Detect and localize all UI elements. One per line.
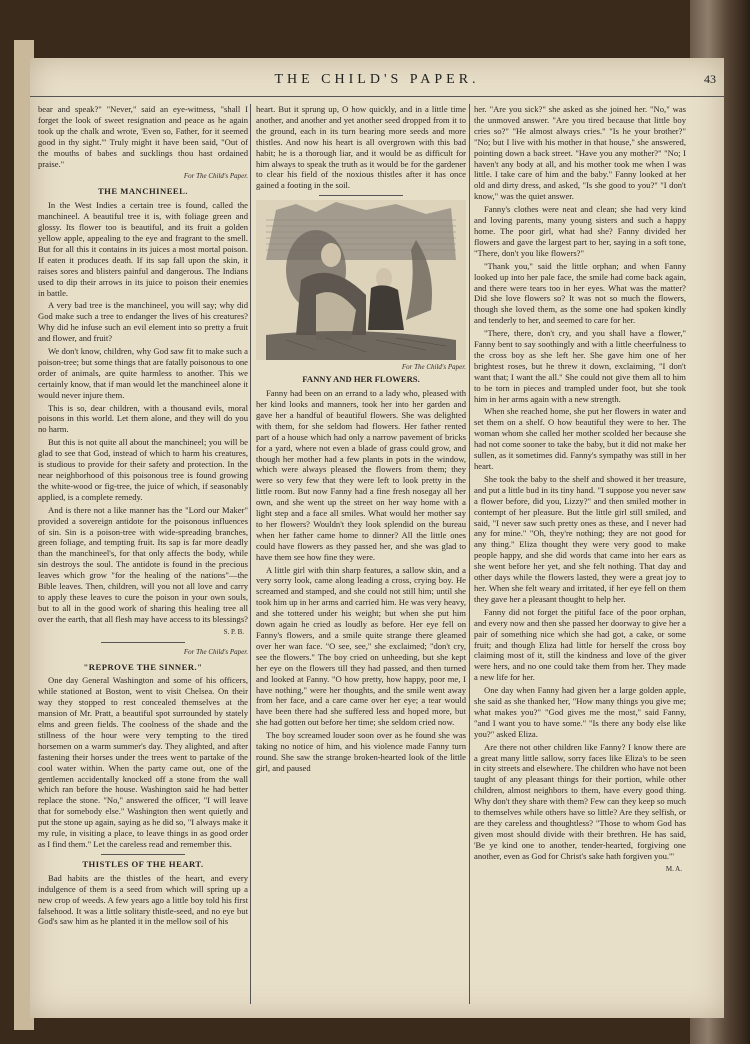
- column-rule: [250, 104, 251, 1004]
- paragraph: A little girl with thin sharp features, a sallow skin, and a very sorry look, came along leading a cross, crying boy. He screamed and stamped, and she could not still him; until she took him up in her arms and carried him. He was very heavy, and she tottered under his weight; but when she put him down again he cried as loudly as before. Her eye fell on Fanny's flowers, and a smile quite strange there gleamed over her wan face. "O see, see," she exclaimed; "don't cry, see the flowers." The boy cried on unheeding, but she kept her eye on the flowers till they had passed, and then turned and looked at Fanny. "O how pretty, how happy, poor me, I have nothing," were her thoughts, and the smile went away from her face, and a care came over her eye; a tear would have been there had she suffered less and hoped more, but she had gotten out before her time; she seldom cried now.: [256, 564, 466, 728]
- paragraph: "Thank you," said the little orphan; and when Fanny looked up into her pale face, the smile had come back again, and there were tears too in her eyes. What was the matter? Did she love flowers so? It was not so much the flowers, though she loved them, as the some one had spoken kindly and tenderly to her, and seemed to care for her.: [474, 260, 686, 326]
- article-credit: For The Child's Paper.: [183, 172, 248, 181]
- page-header: [30, 66, 724, 97]
- paragraph: This is so, dear children, with a thousand evils, moral poisons in this world. Let them alone, and they will do you no harm.: [38, 402, 248, 435]
- engraving-illustration: [256, 200, 466, 360]
- article-credit: For The Child's Paper.: [183, 647, 248, 656]
- divider: [319, 195, 403, 196]
- paragraph: "There, there, don't cry, and you shall have a flower," Fanny bent to say soothingly and with a little cheerfulness to the cross boy as she left her. She gave him one of her brightest roses, but he threw it down, exclaiming, "I don't want that; I want the all." She could not give them all to him to be torn in pieces and trampled under foot, but she took him in her arms again with a new strength.: [474, 328, 686, 404]
- paragraph: Fanny did not forget the pitiful face of the poor orphan, and every now and then she passed her doorway to give her a pair of something nice which she had got, a cake, or some fruit; and though Eliza had little for herself the cross boy claiming most of it, still the kindness and love of the giver were hers, and no one could take them from her. They made a new life for her.: [474, 606, 686, 683]
- book-page: [30, 58, 724, 1018]
- divider: [101, 854, 185, 855]
- paragraph: One day when Fanny had given her a large golden apple, she said as she thanked her, "How many things you give me; what makes you?" "God gives me the most," said Fanny, "and I want you to have some." "Is there any body else like you?" asked Eliza.: [474, 685, 686, 739]
- paragraph: When she reached home, she put her flowers in water and set them on a shelf. O how beautiful they were to her. The woman whom she called her mother scolded her because she had not come sooner to take the baby, but it did not make her sullen, as it sometimes did. Fanny's sympathy was still in her heart.: [474, 406, 686, 471]
- paragraph: In the West Indies a certain tree is found, called the manchineel. A beautiful tree it is, with foliage green and glossy. Its flower too is beautiful, and its fruit a golden yellow apple, appealing to the eye and fragrant to the smell. But for all this it contains in its juices a most mortal poison. If eaten it produces death. If its sap fall upon the skin, it raises sores and blisters painful and dangerous. The Indians used to dip their arrows in its juice to poison their enemies in battle.: [38, 200, 248, 298]
- paragraph: her. "Are you sick?" she asked as she joined her. "No," was the unmoved answer. "Are you tired because that little boy cries so?" "He almost always cries." "Is he your brother?" "No; but I live with his mother in that house," she answered, pointing down a back street. "Have you any mother?" "No; I haven't any body at all, and his mother took me when I was little. I take care of him and the baby." Fanny looked at her old and dirty dress, and asked, "Is she good to you?" "I don't know," was the quiet answer.: [474, 104, 686, 202]
- divider: [101, 642, 185, 643]
- paragraph: But this is not quite all about the manchineel; you will be glad to see that God, instead of which to harm his creatures, is studious to provide for their safety and protection. In the near neighborhood of this poisonous tree is found growing the white-wood or fig-tree, the juice of which, if seasonably applied, is a complete remedy.: [38, 437, 248, 502]
- column-1: [38, 104, 248, 1004]
- article-heading: THE MANCHINEEL.: [97, 186, 189, 197]
- column-rule: [469, 104, 470, 1004]
- illustration-credit: For The Child's Paper.: [401, 363, 466, 372]
- paragraph: And is there not a like manner has the "Lord our Maker" provided a sovereign antidote for the poisonous influences of sin. Sin is a poison-tree with wide-spreading branches, green foliage, and tempting fruit. Its sap is far more deadly than the manchineel's, for that only affects the body, while sin destroys the soul. The antidote is found in the precious leaves which grow "for the healing of the nations"—the Bible leaves. Then, children, will you not all love and carry to apply these leaves to cure the poison in your own souls, but to all in the good work of sharing this healing tree all over the earth, that all flesh may have access to its blessings?: [38, 504, 248, 624]
- paragraph: She took the baby to the shelf and showed it her treasure, and put a little bud in its tiny hand. "I suppose you never saw a flower before, did you, Lizzy?" and then smiled mother in contempt of her pleasure. But the little girl still smiled, and said, "I never saw such pretty ones as these, and I never had any for mine." "Oh, they're nothing; they are not good for any thing." Eliza thought they were very good to make people happy, and she did words that came into her ears as she went before her yet, and she felt nothing. That day and other days while the flowers lasted, they were a great joy to her. When she felt weary and irritated, if her eye fell on them they gave her a pleasant thought to help her.: [474, 473, 686, 604]
- column-3: [474, 104, 686, 1004]
- paragraph: Are there not other children like Fanny? I know there are a great many little sallow, sorry faces like Eliza's to be seen in city streets and elsewhere. The children who have not been taught of any pleasant things for their portion, while other children, almost neighbors to them, have every good thing. Why don't they share with them? Few can they keep so much to themselves while others have so little? Are they selfish, or are they careless and thoughtless? "Those to whom God has given most should divide with their brethren. He has said, 'Be ye kind one to another, tender-hearted, forgiving one another, even as God for Christ's sake hath forgiven you.'": [474, 741, 686, 861]
- paragraph: A very bad tree is the manchineel, you will say; why did God make such a tree to endanger the lives of his creatures? Why did he infuse such an evil element into so pretty a fruit and flower, and fruit?: [38, 300, 248, 344]
- column-2: [256, 104, 466, 1004]
- paragraph: bear and speak?" "Never," said an eye-witness, "shall I forget the look of sweet resignation and peace as he again took up the chalk and wrote, 'Even so, Father, for it seemed good in thy sight.'" Truly might it have been said, "Out of the mouths of babes and sucklings thou hast ordained praise.": [38, 104, 248, 169]
- article-signature: S. P. B.: [223, 627, 244, 636]
- paragraph: Fanny's clothes were neat and clean; she had very kind and loving parents, many young sisters and such a happy home. The poor girl, what had she? Fanny divided her flowers and gave the largest part to her, saying in a soft tone, "There, don't you like flowers?": [474, 204, 686, 258]
- illustration-caption: FANNY AND HER FLOWERS.: [302, 374, 420, 385]
- paragraph: Fanny had been on an errand to a lady who, pleased with her kind looks and manners, took her into her garden and gave her a handful of beautiful flowers. She was delighted with them, for she seldom had flowers. Her father rented part of a house which had only a narrow pavement of bricks for a yard, where not even a blade of grass could grow, and though her mother had a few plants in pots in the window, which were always pleased the flowers from them; they were so very few that they were left to look pretty in the little room. But now Fanny had a fine fresh nosegay all her own, and she went up the street on her way home with a light step and a face all smiles. What would her mother say to her flowers? Wouldn't they look splendid on the bureau when her father came home to dinner? All the little ones could have flowers as they passed her, and she was glad to have them see how fine they were.: [256, 388, 466, 562]
- paragraph: The boy screamed louder soon over as he found she was taking no notice of him, and his violence made Fanny turn round. She saw the strange broken-hearted look of the little girl, and paused: [256, 730, 466, 773]
- page-number: 43: [704, 72, 716, 86]
- article-heading: "REPROVE THE SINNER.": [83, 661, 203, 672]
- paragraph: heart. But it sprung up, O how quickly, and in a little time another, and another and yet another seed dropped from it to the ground, each in its turn bearing more seeds and more thistles. And now his heart is all overgrown with this bad habit; he is a thorough liar, and it would be as difficult for him always to speak the truth as it would be for the gardener to clear his field of the noxious thistles after it has once gained a footing in the soil.: [256, 104, 466, 191]
- paragraph: Bad habits are the thistles of the heart, and every indulgence of them is a seed from which will spring up a new crop of weeds. A few years ago a little boy told his first falsehood. It was a little solitary thistle-seed, and no eye but God's saw him as he planted it in the mellow soil of his: [38, 872, 248, 927]
- header-title: THE CHILD'S PAPER.: [274, 72, 480, 87]
- article-signature: M. A.: [665, 864, 682, 873]
- paragraph: One day General Washington and some of his officers, while stationed at Boston, went to visit Chelsea. On their way they stopped to rest concealed themselves at the mansion of Mr. Pratt, a beautiful spot surrounded by stately elms and green fields. The coolness of the shade and the stillness of the hour were very tempting to the tired horsemen on a warm summer's day. They alighted, and after fastening their horses under the trees went to partake of the cool water within. When the party came out, one of the gentlemen accidentally knocked off a stone from the wall which ran before the house. Washington said he had better replace the stone. "No," answered the officer, "I will leave that for somebody else." Washington then went quietly and put the stone up again, saying as he did so, "I always make it my rule, in visiting a place, to leave things in as good order as I find them." Let the careless read and remember this.: [38, 675, 248, 849]
- paragraph: We don't know, children, why God saw fit to make such a poison-tree; but some things that are fatally poisonous to one order of animals, are quite harmless to another. This we certainly know, that if man would let the manchineel alone it would never injure them.: [38, 346, 248, 400]
- article-heading: THISTLES OF THE HEART.: [82, 858, 204, 869]
